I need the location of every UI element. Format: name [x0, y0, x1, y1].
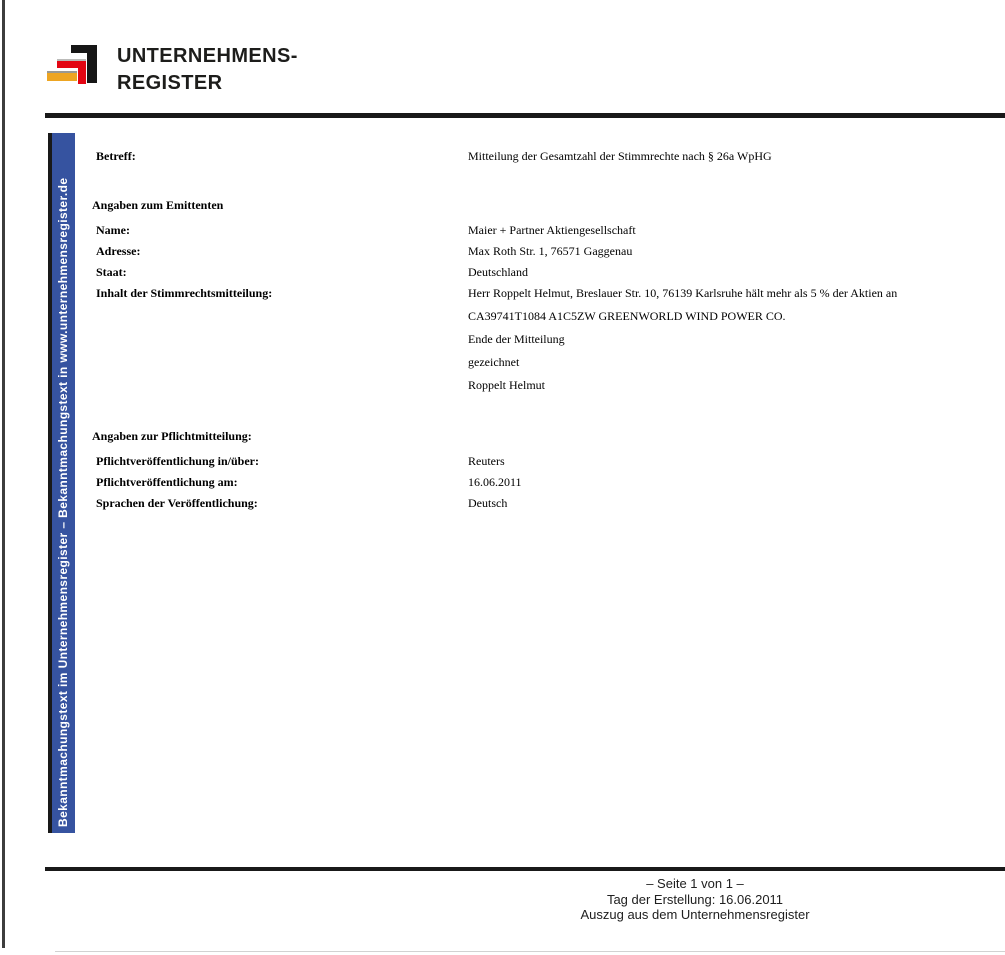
name-label: Name: [96, 223, 130, 237]
stimmrecht-line: Roppelt Helmut [468, 378, 545, 392]
footer-creation-date: Tag der Erstellung: 16.06.2011 [606, 891, 784, 907]
sidebar-banner [48, 133, 75, 833]
brand-title-line1: UNTERNEHMENS- [117, 45, 298, 67]
footer-page-info: – Seite 1 von 1 – [646, 876, 744, 891]
brand-title [117, 43, 298, 97]
staat-value: Deutschland [468, 265, 528, 279]
name-value: Maier + Partner Aktiengesellschaft [468, 223, 636, 237]
sidebar-vertical-label: Bekanntmachungstext im Unternehmensregister – Bekanntmachungstext in www.unternehmensregister.de [56, 177, 70, 827]
brand-title-line2: REGISTER [117, 72, 223, 94]
footer-rule [45, 867, 1005, 871]
page-left-border [2, 0, 5, 948]
footer-text-block [395, 876, 995, 923]
header-rule [45, 113, 1005, 118]
sprachen-value: Deutsch [468, 496, 508, 510]
pflichtveroeffentlichung-am-label: Pflichtveröffentlichung am: [96, 475, 238, 489]
section-title-emittent: Angaben zum Emittenten [92, 198, 224, 212]
pflichtveroeffentlichung-am-value: 16.06.2011 [468, 475, 522, 489]
pflichtveroeffentlichung-inueber-value: Reuters [468, 454, 505, 468]
unternehmensregister-logo [45, 42, 98, 86]
stimmrecht-line: Herr Roppelt Helmut, Breslauer Str. 10, 76139 Karlsruhe hält mehr als 5 % der Aktien an [468, 286, 898, 300]
footer-extract-note: Auszug aus dem Unternehmensregister [580, 907, 810, 922]
bottom-edge-line [55, 951, 1005, 952]
section-title-pflichtmitteilung: Angaben zur Pflichtmitteilung: [92, 429, 252, 443]
adresse-label: Adresse: [96, 244, 141, 258]
adresse-value: Max Roth Str. 1, 76571 Gaggenau [468, 244, 633, 258]
logo-gold-bar [47, 73, 77, 81]
stimmrecht-line: Ende der Mitteilung [468, 332, 565, 346]
staat-label: Staat: [96, 265, 127, 279]
stimmrecht-line: gezeichnet [468, 355, 520, 369]
pflichtveroeffentlichung-inueber-label: Pflichtveröffentlichung in/über: [96, 454, 259, 468]
betreff-value: Mitteilung der Gesamtzahl der Stimmrechte nach § 26a WpHG [468, 149, 772, 163]
stimmrecht-line: CA39741T1084 A1C5ZW GREENWORLD WIND POWER CO. [468, 309, 786, 323]
betreff-label: Betreff: [96, 149, 136, 163]
sprachen-label: Sprachen der Veröffentlichung: [96, 496, 258, 510]
stimmrecht-label: Inhalt der Stimmrechtsmitteilung: [96, 286, 273, 300]
